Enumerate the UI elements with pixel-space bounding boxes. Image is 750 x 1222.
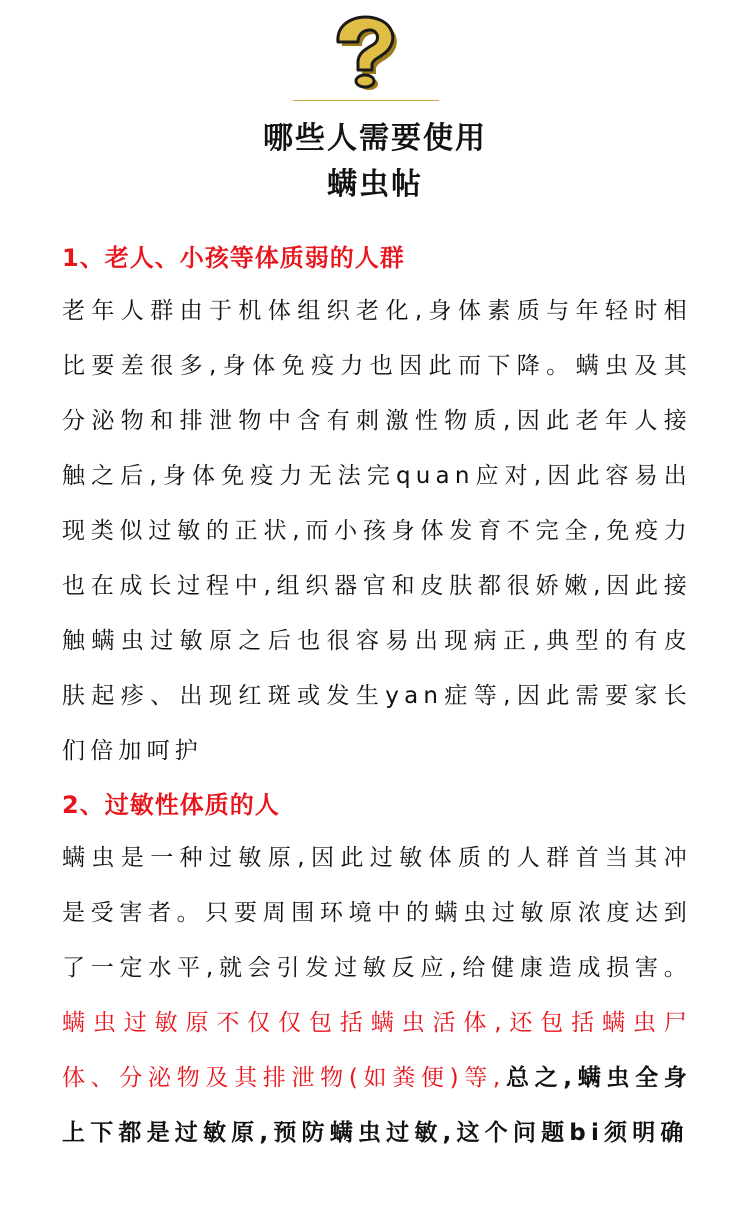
section-heading-allergic: 2、过敏性体质的人 [62,791,280,819]
paragraph-bold-conclusion: 总之,螨虫全身上下都是过敏原,预防螨虫过敏,这个问题bi须明确 [62,1065,692,1146]
section-paragraph-allergic [62,831,692,1161]
title-divider [293,100,439,101]
article-body [62,232,692,1161]
paragraph-plain-text: 螨虫是一种过敏原,因此过敏体质的人群首当其冲是受害者。只要周围环境中的螨虫过敏原浓度达到了一定水平,就会引发过敏反应,给健康造成损害。 [62,845,692,981]
question-mark-icon [328,12,404,92]
page-title-line-1: 哪些人需要使用 [263,121,487,156]
paragraph-highlight-text: 螨虫过敏原不仅仅包括螨虫活体,还包括螨虫尸体、分泌物及其排泄物(如粪便)等, [62,1010,692,1091]
section-paragraph-elderly-children: 老年人群由于机体组织老化,身体素质与年轻时相比要差很多,身体免疫力也因此而下降。螨虫及其分泌物和排泄物中含有刺激性物质,因此老年人接触之后,身体免疫力无法完quan应对,因此容易出现类似过敏的正状,而小孩身体发育不完全,免疫力也在成长过程中,组织器官和皮肤都很娇嫩,因此接触螨虫过敏原之后也很容易出现病正,典型的有皮肤起疹、出现红斑或发生yan症等,因此需要家长们倍加呵护 [62,298,692,764]
page-title-line-2: 螨虫帖 [327,167,423,202]
section-heading-elderly-children: 1、老人、小孩等体质弱的人群 [62,244,405,272]
page-title [0,116,750,208]
